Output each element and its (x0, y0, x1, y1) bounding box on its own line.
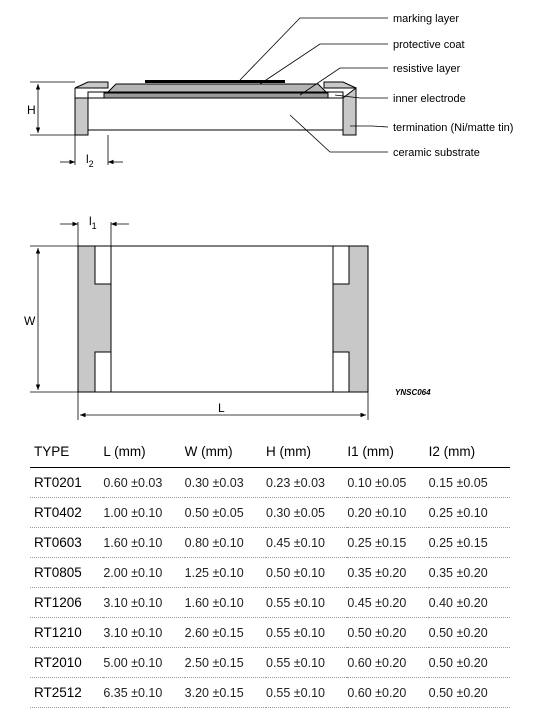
termination-right (343, 88, 356, 135)
table-cell-value: 0.50 ±0.10 (266, 558, 347, 588)
table-cell-type: RT2512 (30, 678, 103, 708)
table-cell-value: 1.00 ±0.10 (103, 498, 184, 528)
table-header-row (30, 440, 510, 468)
table-cell-value: 0.25 ±0.15 (429, 528, 510, 558)
termination-left (75, 88, 88, 135)
table-cell-value: 0.30 ±0.05 (266, 498, 347, 528)
table-row (30, 528, 510, 558)
table-row (30, 678, 510, 708)
table-cell-type: RT2010 (30, 648, 103, 678)
table-cell-value: 1.60 ±0.10 (103, 528, 184, 558)
table-cell-value: 0.25 ±0.10 (429, 498, 510, 528)
resistive-layer (104, 93, 328, 98)
table-cell-value: 2.00 ±0.10 (103, 558, 184, 588)
table-cell-value: 0.20 ±0.10 (347, 498, 428, 528)
label-ceramic-substrate: ceramic substrate (393, 147, 480, 159)
l-label: L (218, 401, 225, 415)
label-resistive-layer: resistive layer (393, 63, 461, 75)
label-marking-layer: marking layer (393, 13, 460, 25)
header-h: H (mm) (266, 440, 347, 468)
l1-label: $l_1$ (89, 214, 97, 231)
table-cell-value: 0.55 ±0.10 (266, 648, 347, 678)
table-cell-type: RT0402 (30, 498, 103, 528)
table-cell-value: 0.55 ±0.10 (266, 588, 347, 618)
table-cell-value: 0.30 ±0.03 (185, 468, 266, 498)
table-cell-value: 2.50 ±0.15 (185, 648, 266, 678)
side-view (27, 13, 513, 169)
table-cell-value: 1.60 ±0.10 (185, 588, 266, 618)
table-cell-type: RT1210 (30, 618, 103, 648)
w-label: W (24, 314, 36, 328)
table-cell-value: 0.25 ±0.15 (347, 528, 428, 558)
table-cell-value: 0.55 ±0.10 (266, 618, 347, 648)
table-cell-value: 5.00 ±0.10 (103, 648, 184, 678)
table-cell-value: 0.50 ±0.20 (429, 678, 510, 708)
header-i2: I2 (mm) (429, 440, 510, 468)
l2-label: $l_2$ (86, 152, 94, 169)
table-cell-value: 3.10 ±0.10 (103, 588, 184, 618)
table-cell-value: 0.50 ±0.20 (429, 648, 510, 678)
table-cell-value: 0.60 ±0.20 (347, 648, 428, 678)
table-cell-type: RT0603 (30, 528, 103, 558)
table-cell-value: 0.40 ±0.20 (429, 588, 510, 618)
table-cell-value: 0.80 ±0.10 (185, 528, 266, 558)
table-cell-type: RT0201 (30, 468, 103, 498)
table-cell-value: 0.35 ±0.20 (347, 558, 428, 588)
protective-coat (108, 84, 326, 92)
table-cell-value: 0.50 ±0.20 (429, 618, 510, 648)
table-row (30, 618, 510, 648)
label-inner-electrode: inner electrode (393, 93, 466, 105)
table-cell-value: 3.20 ±0.15 (185, 678, 266, 708)
table-cell-value: 0.60 ±0.03 (103, 468, 184, 498)
label-protective-coat: protective coat (393, 39, 465, 51)
header-w: W (mm) (185, 440, 266, 468)
dimensions-table (30, 440, 510, 708)
label-termination: termination (Ni/matte tin) (393, 122, 514, 134)
table-cell-value: 2.60 ±0.15 (185, 618, 266, 648)
top-view-body (78, 246, 368, 392)
top-view (24, 214, 431, 420)
table-cell-value: 0.10 ±0.05 (347, 468, 428, 498)
table-cell-value: 0.45 ±0.10 (266, 528, 347, 558)
header-type: TYPE (30, 440, 103, 468)
table-cell-value: 0.60 ±0.20 (347, 678, 428, 708)
ceramic-substrate (88, 98, 343, 130)
table-row (30, 558, 510, 588)
table-row (30, 648, 510, 678)
table-row (30, 468, 510, 498)
header-i1: I1 (mm) (347, 440, 428, 468)
table-cell-value: 6.35 ±0.10 (103, 678, 184, 708)
table-cell-value: 0.50 ±0.05 (185, 498, 266, 528)
table-cell-type: RT1206 (30, 588, 103, 618)
table-cell-value: 1.25 ±0.10 (185, 558, 266, 588)
table-cell-value: 0.35 ±0.20 (429, 558, 510, 588)
table-cell-value: 0.50 ±0.20 (347, 618, 428, 648)
table-cell-type: RT0805 (30, 558, 103, 588)
table-cell-value: 0.15 ±0.05 (429, 468, 510, 498)
table-cell-value: 0.55 ±0.10 (266, 678, 347, 708)
termination-top-left (75, 82, 108, 88)
h-label: H (27, 103, 36, 117)
table-row (30, 588, 510, 618)
table-body (30, 468, 510, 708)
table-row (30, 498, 510, 528)
table-cell-value: 0.45 ±0.20 (347, 588, 428, 618)
termination-top-right (324, 82, 356, 88)
header-l: L (mm) (103, 440, 184, 468)
table-cell-value: 3.10 ±0.10 (103, 618, 184, 648)
figure-code: YNSC064 (395, 388, 431, 397)
table-cell-value: 0.23 ±0.03 (266, 468, 347, 498)
